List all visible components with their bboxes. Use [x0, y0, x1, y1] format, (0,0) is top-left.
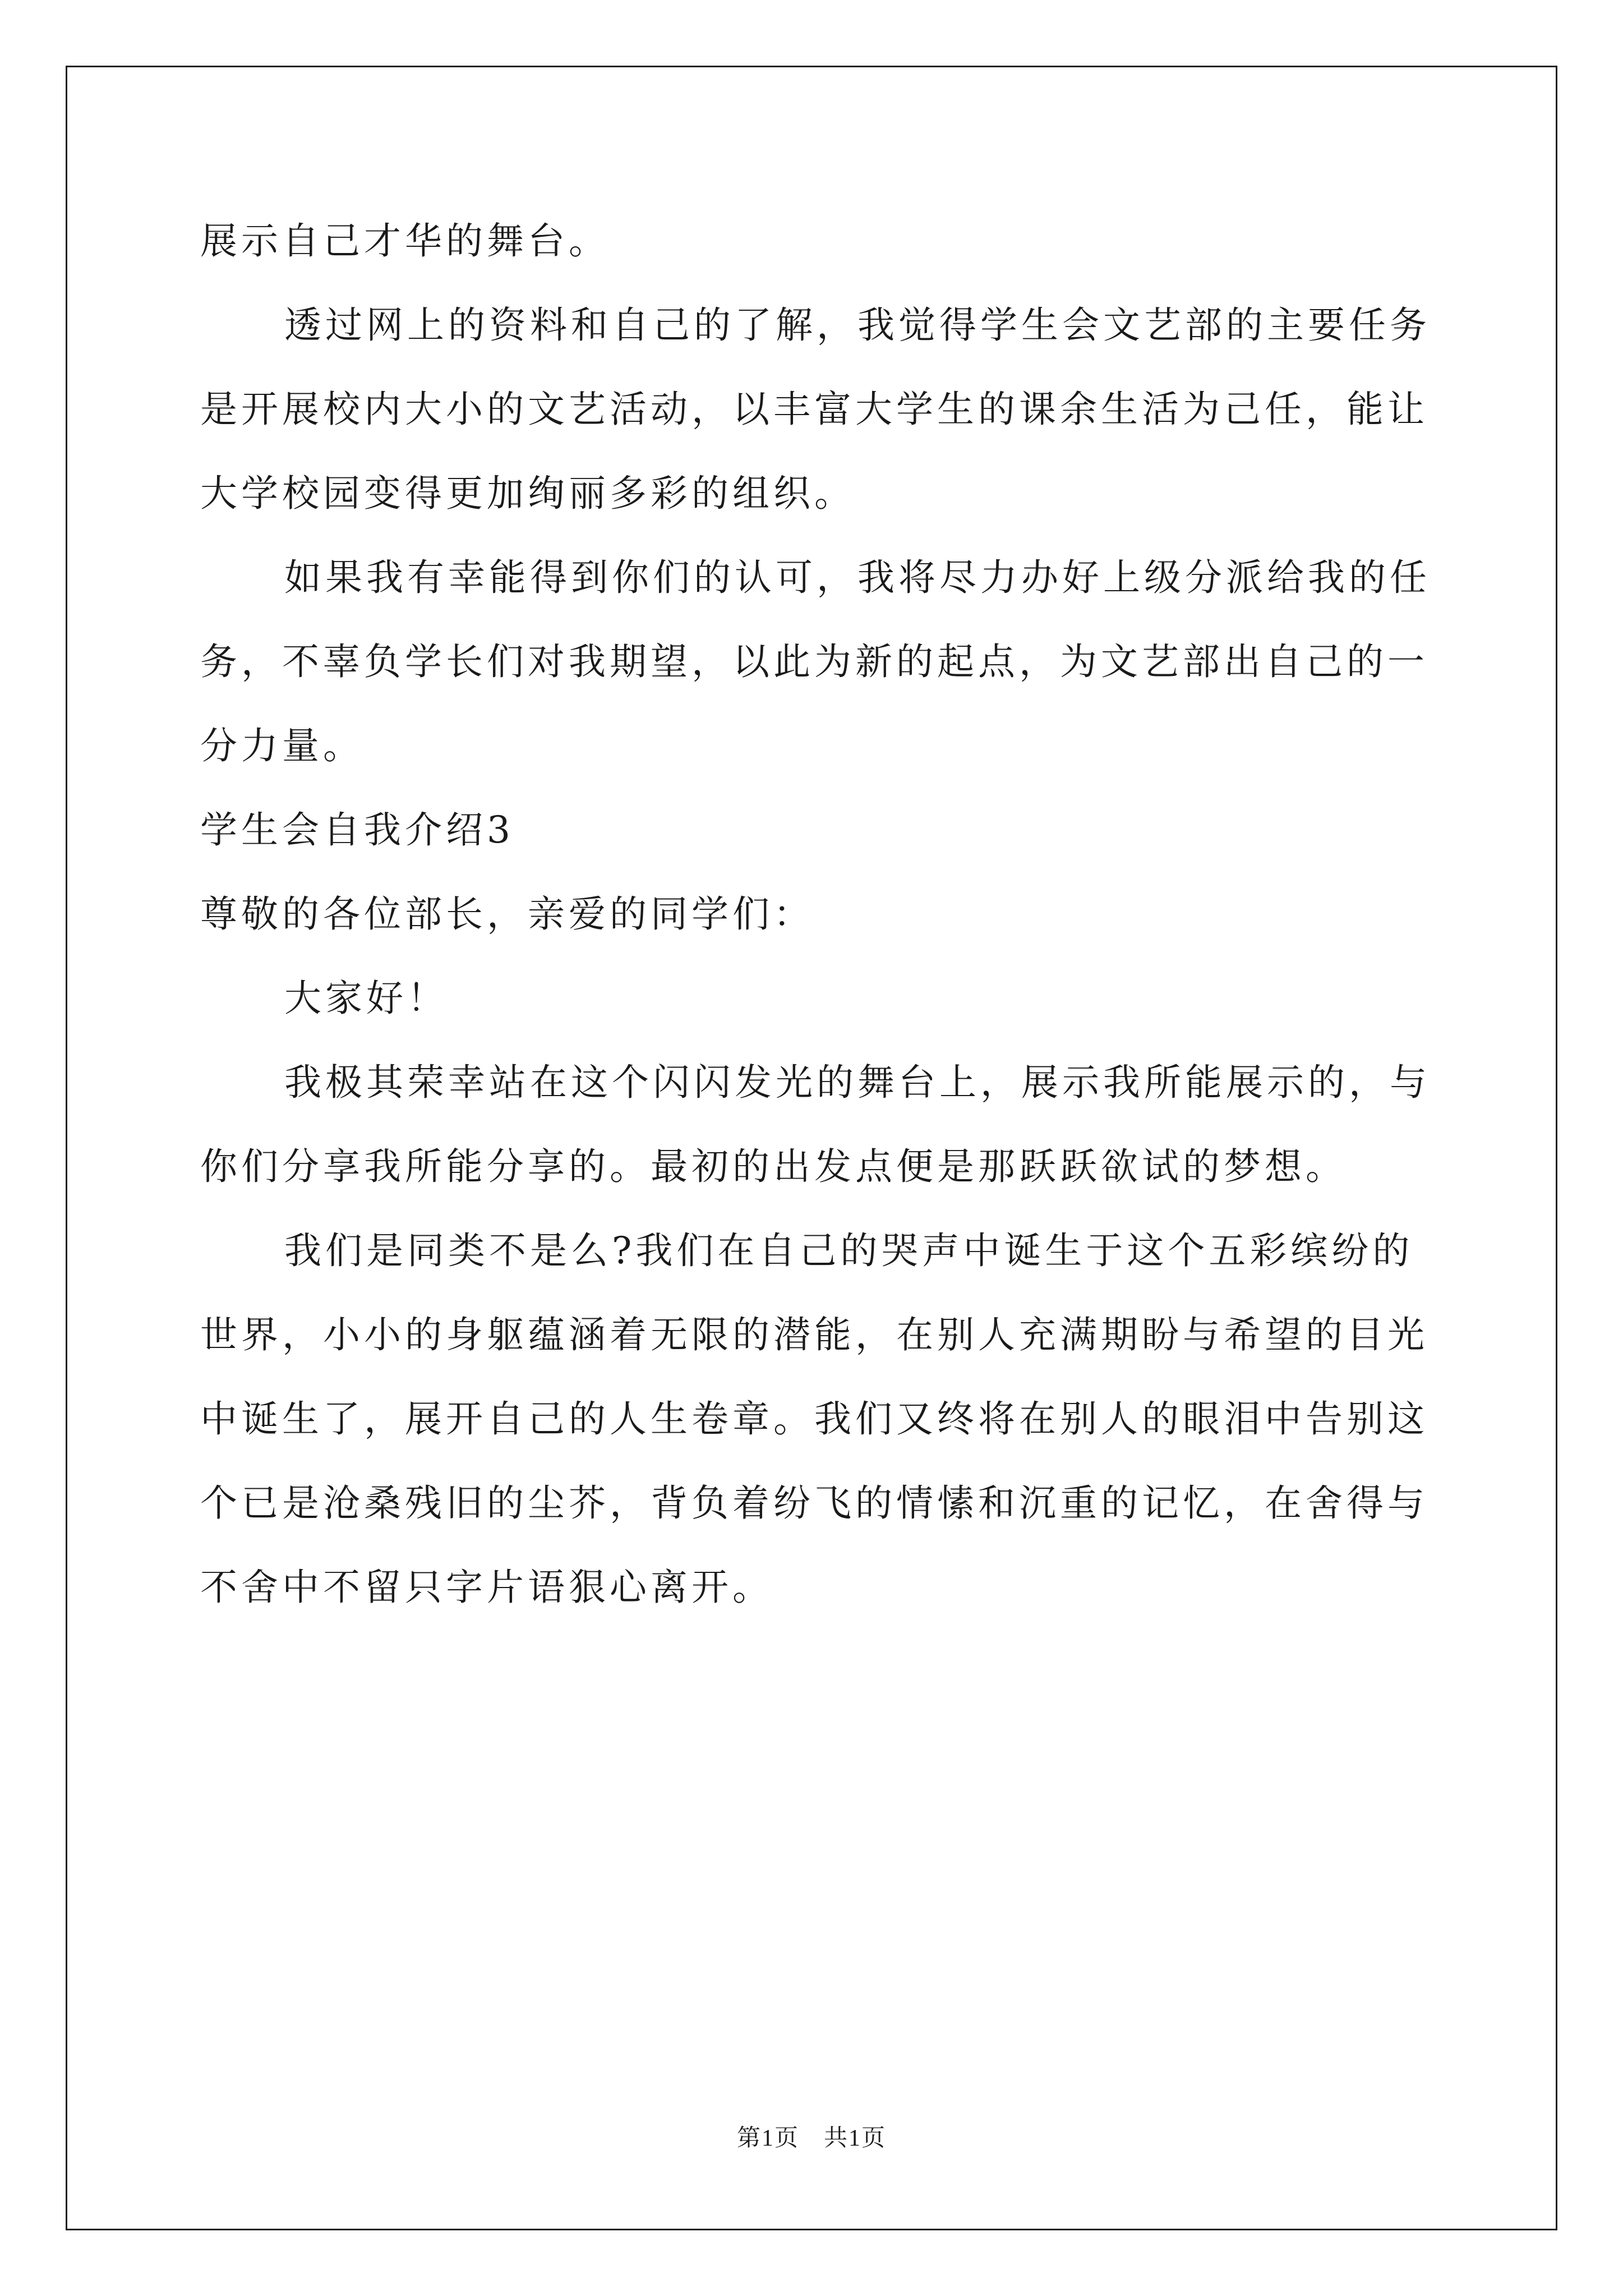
text-line: 是开展校内大小的文艺活动，以丰富大学生的课余生活为己任，能让	[200, 388, 1428, 431]
text-line: 中诞生了，展开自己的人生卷章。我们又终将在别人的眼泪中告别这	[200, 1397, 1428, 1441]
text-line: 不舍中不留只字片语狠心离开。	[200, 1566, 773, 1609]
paragraph-start-line: 我们是同类不是么?我们在自己的哭声中诞生于这个五彩缤纷的	[284, 1229, 1414, 1272]
page-number-footer: 第1页 共1页	[736, 2125, 886, 2151]
salutation: 尊敬的各位部长，亲爱的同学们：	[200, 892, 814, 936]
text-line: 世界，小小的身躯蕴涵着无限的潜能，在别人充满期盼与希望的目光	[200, 1313, 1428, 1356]
text-line: 大学校园变得更加绚丽多彩的组织。	[200, 472, 855, 515]
document-body	[200, 199, 1434, 1630]
text-line: 务，不辜负学长们对我期望，以此为新的起点，为文艺部出自己的一	[200, 640, 1428, 683]
text-line: 展示自己才华的舞台。	[200, 219, 610, 263]
text-line: 你们分享我所能分享的。最初的出发点便是那跃跃欲试的梦想。	[200, 1145, 1347, 1188]
text-line: 分力量。	[200, 724, 364, 767]
paragraph-start-line: 如果我有幸能得到你们的认可，我将尽力办好上级分派给我的任	[284, 556, 1431, 599]
text-line: 个已是沧桑残旧的尘芥，背负着纷飞的情愫和沉重的记忆，在舍得与	[200, 1481, 1428, 1525]
paragraph-start-line: 透过网上的资料和自己的了解，我觉得学生会文艺部的主要任务	[284, 303, 1431, 347]
paragraph-start-line: 我极其荣幸站在这个闪闪发光的舞台上，展示我所能展示的，与	[284, 1061, 1431, 1104]
section-heading: 学生会自我介绍3	[200, 808, 514, 852]
greeting: 大家好！	[284, 977, 448, 1020]
